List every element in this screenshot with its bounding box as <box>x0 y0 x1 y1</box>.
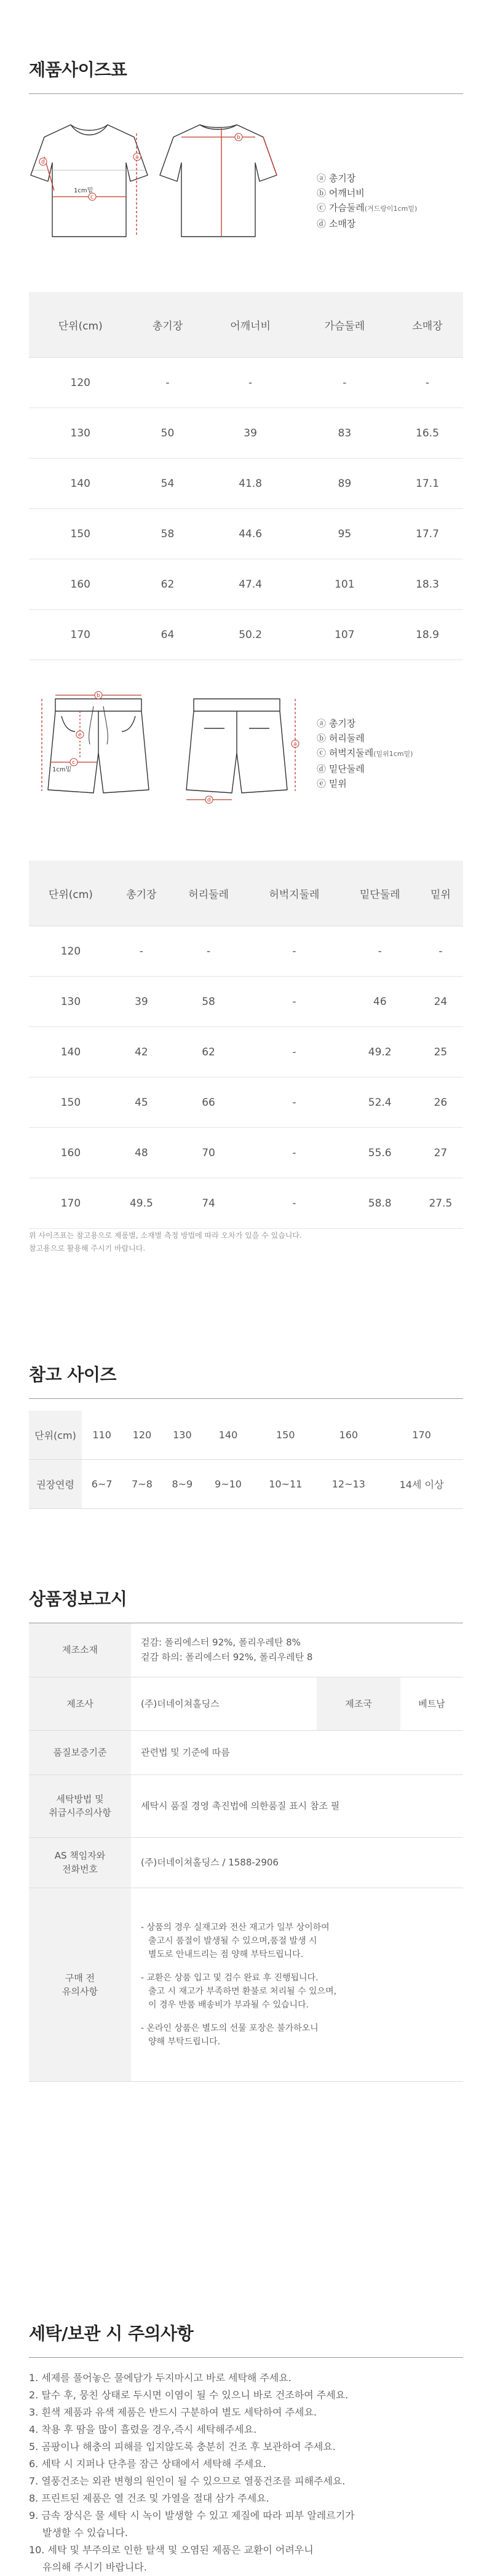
column-header: 밑단둘레 <box>342 861 418 926</box>
table-cell: 110 <box>82 1411 122 1460</box>
care-line: 2. 탈수 후, 뭉친 상태로 두시면 이염이 될 수 있으니 바로 건조하여 주세요. <box>29 2389 349 2401</box>
table-cell: 107 <box>298 610 392 660</box>
table-cell: 150 <box>254 1411 317 1460</box>
info-value: 세탁시 품질 경영 촉진법에 의한품질 표시 참조 필 <box>131 1774 463 1837</box>
table-cell: 74 <box>170 1178 247 1229</box>
table-row <box>29 977 463 1027</box>
table-cell: 130 <box>29 408 132 459</box>
table-cell: 170 <box>29 610 132 660</box>
legend-item: ⓐ 총기장 <box>317 173 356 184</box>
info-row-caution <box>29 1888 463 2081</box>
label-line: 구매 전 <box>65 1972 95 1983</box>
tshirt-diagram <box>25 114 314 246</box>
table-row <box>29 509 463 559</box>
table-cell: 150 <box>29 1077 113 1128</box>
row-header: 권장연령 <box>29 1460 82 1509</box>
table-cell: 55.6 <box>342 1128 418 1178</box>
info-value: 관련법 및 기준에 따름 <box>131 1730 463 1774</box>
table-row <box>29 408 463 459</box>
care-line: 발생할 수 있습니다. <box>42 2527 128 2539</box>
table-cell: 160 <box>317 1411 381 1460</box>
table-row <box>29 1411 463 1460</box>
list-item <box>29 2387 355 2404</box>
note-line: 참고용으로 활용해 주시기 바랍니다. <box>29 1244 146 1253</box>
caution-line: 이 경우 반품 배송비가 부과될 수 있습니다. <box>148 1999 309 2010</box>
note-line: 위 사이즈표는 참고용으로 제품별, 소재별 측정 방법에 따라 오차가 있을 수 있습니다. <box>29 1231 302 1240</box>
product-info-title: 상품정보고시 <box>29 1589 127 1609</box>
table-row <box>29 610 463 660</box>
table-cell: 140 <box>29 1027 113 1077</box>
table-cell: 8~9 <box>162 1460 202 1509</box>
caution-line: 양해 부탁드립니다. <box>148 2036 221 2047</box>
info-label: 제조소재 <box>29 1623 131 1677</box>
care-list <box>29 2369 355 2576</box>
info-value: (주)더네이쳐홀딩스 / 1588-2906 <box>131 1837 463 1888</box>
table-cell: - <box>247 926 341 977</box>
table-cell: 49.5 <box>113 1178 170 1229</box>
label-line: 전화번호 <box>62 1864 98 1875</box>
info-row-maker <box>29 1677 463 1730</box>
info-row-as <box>29 1837 463 1888</box>
info-row-warranty <box>29 1730 463 1774</box>
table-header-row <box>29 861 463 926</box>
table-cell: 46 <box>342 977 418 1027</box>
info-label: 제조국 <box>317 1677 400 1730</box>
list-item <box>29 2542 355 2576</box>
care-line: 1. 세제를 풀어놓은 물에담가 두지마시고 바로 세탁해 주세요. <box>29 2372 292 2384</box>
info-label: 제조사 <box>29 1677 131 1730</box>
reference-size-table <box>29 1411 463 1509</box>
table-cell: 12~13 <box>317 1460 381 1509</box>
caution-line: 출고 시 재고가 부족하면 환불로 처리될 수 있으며, <box>148 1986 337 1996</box>
table-cell: 54 <box>132 459 203 509</box>
table-cell: 52.4 <box>342 1077 418 1128</box>
size-chart-note <box>29 1229 302 1255</box>
label-line: AS 책임자와 <box>54 1850 106 1861</box>
legend-item: ⓒ 허벅지둘레(밑위1cm밑) <box>317 747 413 758</box>
caution-line: 출고시 품절이 발생될 수 있으며,품절 발생 시 <box>148 1936 317 1946</box>
table-cell: 120 <box>29 926 113 977</box>
marker-c: c <box>90 194 93 200</box>
legend-item: ⓔ 밑위 <box>317 778 347 789</box>
table-cell: 39 <box>113 977 170 1027</box>
table-row <box>29 1077 463 1128</box>
info-value: (주)더네이쳐홀딩스 <box>131 1677 317 1730</box>
legend-item: ⓒ 가슴둘레(겨드랑이1cm밑) <box>317 202 418 213</box>
table-cell: 58 <box>132 509 203 559</box>
table-cell: 89 <box>298 459 392 509</box>
armpit-tag: 1cm밑 <box>74 187 93 194</box>
info-row-material <box>29 1623 463 1677</box>
table-cell: 39 <box>204 408 298 459</box>
marker-a: a <box>293 741 297 747</box>
table-cell: 26 <box>418 1077 463 1128</box>
caution-paragraph <box>141 1971 453 2012</box>
column-header: 소매장 <box>392 292 463 358</box>
marker-b: b <box>237 135 240 141</box>
marker-e: e <box>78 732 82 738</box>
table-cell: - <box>113 926 170 977</box>
info-label <box>29 1837 131 1888</box>
table-cell: 120 <box>122 1411 162 1460</box>
table-row <box>29 1128 463 1178</box>
reference-size-title: 참고 사이즈 <box>29 1365 116 1385</box>
table-cell: 58.8 <box>342 1178 418 1229</box>
list-item <box>29 2438 355 2456</box>
table-cell: 27.5 <box>418 1178 463 1229</box>
table-cell: - <box>342 926 418 977</box>
list-item <box>29 2507 355 2542</box>
table-cell: - <box>132 358 203 408</box>
info-label: 품질보증기준 <box>29 1730 131 1774</box>
info-value <box>131 1623 463 1677</box>
table-cell: 120 <box>29 358 132 408</box>
table-cell: - <box>247 1027 341 1077</box>
table-cell: 14세 이상 <box>380 1460 463 1509</box>
value-line: 겉감: 폴리에스터 92%, 폴리우레탄 8% <box>141 1637 301 1648</box>
table-cell: 62 <box>132 559 203 610</box>
table-row <box>29 1178 463 1229</box>
table-cell: - <box>204 358 298 408</box>
table-cell: 25 <box>418 1027 463 1077</box>
table-row <box>29 1460 463 1509</box>
legend-item: ⓓ 소매장 <box>317 218 356 229</box>
title-divider <box>29 93 463 94</box>
marker-d: d <box>41 159 45 165</box>
table-row <box>29 1027 463 1077</box>
info-label <box>29 1888 131 2081</box>
column-header: 밑위 <box>418 861 463 926</box>
table-cell: - <box>170 926 247 977</box>
bottom-size-table <box>29 861 463 1229</box>
list-item <box>29 2404 355 2421</box>
column-header: 허리둘레 <box>170 861 247 926</box>
table-cell: 130 <box>29 977 113 1027</box>
table-cell: 7~8 <box>122 1460 162 1509</box>
table-cell: 42 <box>113 1027 170 1077</box>
table-cell: 64 <box>132 610 203 660</box>
table-cell: 62 <box>170 1027 247 1077</box>
caution-line: - 상품의 경우 실재고와 전산 재고가 일부 상이하여 <box>141 1922 330 1932</box>
list-item <box>29 2456 355 2473</box>
table-cell: 17.7 <box>392 509 463 559</box>
table-cell: - <box>247 1178 341 1229</box>
caution-line: - 온라인 상품은 별도의 선물 포장은 불가하오니 <box>141 2023 319 2033</box>
table-cell: 150 <box>29 509 132 559</box>
marker-b: b <box>97 693 100 699</box>
table-row <box>29 926 463 977</box>
info-label <box>29 1774 131 1837</box>
table-cell: 70 <box>170 1128 247 1178</box>
care-line: 5. 곰팡이나 해충의 피해를 입지않도록 충분히 건조 후 보관하여 주세요. <box>29 2441 336 2452</box>
size-chart-title: 제품사이즈표 <box>29 60 127 80</box>
top-size-table <box>29 292 463 660</box>
shorts-legend <box>317 716 413 791</box>
list-item <box>29 2473 355 2490</box>
table-cell: 170 <box>29 1178 113 1229</box>
column-header: 총기장 <box>132 292 203 358</box>
product-info-table <box>29 1623 463 2082</box>
table-cell: 66 <box>170 1077 247 1128</box>
table-cell: 27 <box>418 1128 463 1178</box>
table-cell: 41.8 <box>204 459 298 509</box>
caution-paragraph <box>141 1921 453 1961</box>
table-cell: 24 <box>418 977 463 1027</box>
table-cell: 140 <box>202 1411 254 1460</box>
care-line: 6. 세탁 시 지퍼나 단추를 잠근 상태에서 세탁해 주세요. <box>29 2458 266 2470</box>
column-header: 단위(cm) <box>29 292 132 358</box>
value-line: 겉감 하의: 폴리에스터 92%, 폴리우레탄 8 <box>141 1652 313 1663</box>
list-item <box>29 2490 355 2507</box>
info-value <box>131 1888 463 2081</box>
table-cell: 130 <box>162 1411 202 1460</box>
title-divider <box>29 2357 463 2358</box>
table-cell: 170 <box>380 1411 463 1460</box>
shorts-diagram <box>37 685 320 814</box>
table-cell: 160 <box>29 1128 113 1178</box>
table-row <box>29 559 463 610</box>
marker-a: a <box>135 154 139 160</box>
column-header: 단위(cm) <box>29 861 113 926</box>
care-line: 유의해 주시기 바랍니다. <box>42 2561 147 2573</box>
table-cell: - <box>392 358 463 408</box>
table-cell: 45 <box>113 1077 170 1128</box>
table-row <box>29 459 463 509</box>
legend-item: ⓐ 총기장 <box>317 718 356 729</box>
table-cell: 9~10 <box>202 1460 254 1509</box>
table-cell: - <box>298 358 392 408</box>
info-value: 베트남 <box>400 1677 463 1730</box>
care-line: 7. 열풍건조는 외관 변형의 원인이 될 수 있으므로 열풍건조를 피해주세요. <box>29 2475 346 2487</box>
table-cell: - <box>418 926 463 977</box>
caution-line: 별도로 안내드리는 점 양해 부탁드립니다. <box>148 1949 304 1960</box>
care-line: 4. 착용 후 땀을 많이 흘렸을 경우,즉시 세탁해주세요. <box>29 2424 257 2435</box>
label-line: 취급시주의사항 <box>49 1807 111 1818</box>
table-cell: - <box>247 977 341 1027</box>
care-title: 세탁/보관 시 주의사항 <box>29 2323 194 2344</box>
table-cell: - <box>247 1077 341 1128</box>
table-cell: 48 <box>113 1128 170 1178</box>
care-line: 3. 흰색 제품과 유색 제품은 반드시 구분하여 별도 세탁하여 주세요. <box>29 2406 317 2418</box>
info-row-wash <box>29 1774 463 1837</box>
list-item <box>29 2421 355 2438</box>
table-cell: 50.2 <box>204 610 298 660</box>
column-header: 가슴둘레 <box>298 292 392 358</box>
table-cell: 160 <box>29 559 132 610</box>
column-header: 허벅지둘레 <box>247 861 341 926</box>
column-header: 어깨너비 <box>204 292 298 358</box>
table-row <box>29 358 463 408</box>
table-cell: 47.4 <box>204 559 298 610</box>
column-header: 총기장 <box>113 861 170 926</box>
table-cell: - <box>247 1128 341 1178</box>
legend-item: ⓓ 밑단둘레 <box>317 763 365 774</box>
list-item <box>29 2369 355 2387</box>
table-cell: 101 <box>298 559 392 610</box>
tshirt-legend <box>317 171 417 231</box>
care-line: 10. 세탁 및 부주의로 인한 탈색 및 오염된 제품은 교환이 어려우니 <box>29 2544 314 2556</box>
care-line: 9. 금속 장식은 물 세탁 시 녹이 발생할 수 있고 제질에 따라 피부 알레르기가 <box>29 2510 355 2521</box>
table-cell: 17.1 <box>392 459 463 509</box>
care-line: 8. 프린트된 제품은 열 건조 및 가열을 절대 삼가 주세요. <box>29 2492 269 2504</box>
crotch-tag: 1cm밑 <box>52 766 72 773</box>
table-cell: 18.9 <box>392 610 463 660</box>
table-cell: 58 <box>170 977 247 1027</box>
marker-c: c <box>72 760 75 766</box>
caution-paragraph <box>141 2022 453 2049</box>
table-cell: 44.6 <box>204 509 298 559</box>
table-cell: 18.3 <box>392 559 463 610</box>
table-cell: 95 <box>298 509 392 559</box>
label-line: 세탁방법 및 <box>56 1794 104 1805</box>
label-line: 유의사항 <box>62 1985 98 1997</box>
table-cell: 83 <box>298 408 392 459</box>
table-header-row <box>29 292 463 358</box>
marker-d: d <box>207 797 211 803</box>
table-cell: 50 <box>132 408 203 459</box>
table-cell: 10~11 <box>254 1460 317 1509</box>
caution-line: - 교환은 상품 입고 및 검수 완료 후 진행됩니다. <box>141 1972 319 1983</box>
row-header: 단위(cm) <box>29 1411 82 1460</box>
table-cell: 140 <box>29 459 132 509</box>
table-cell: 6~7 <box>82 1460 122 1509</box>
table-cell: 49.2 <box>342 1027 418 1077</box>
title-divider <box>29 1398 463 1399</box>
table-cell: 16.5 <box>392 408 463 459</box>
legend-item: ⓑ 허리둘레 <box>317 733 365 744</box>
legend-item: ⓑ 어깨너비 <box>317 187 365 199</box>
